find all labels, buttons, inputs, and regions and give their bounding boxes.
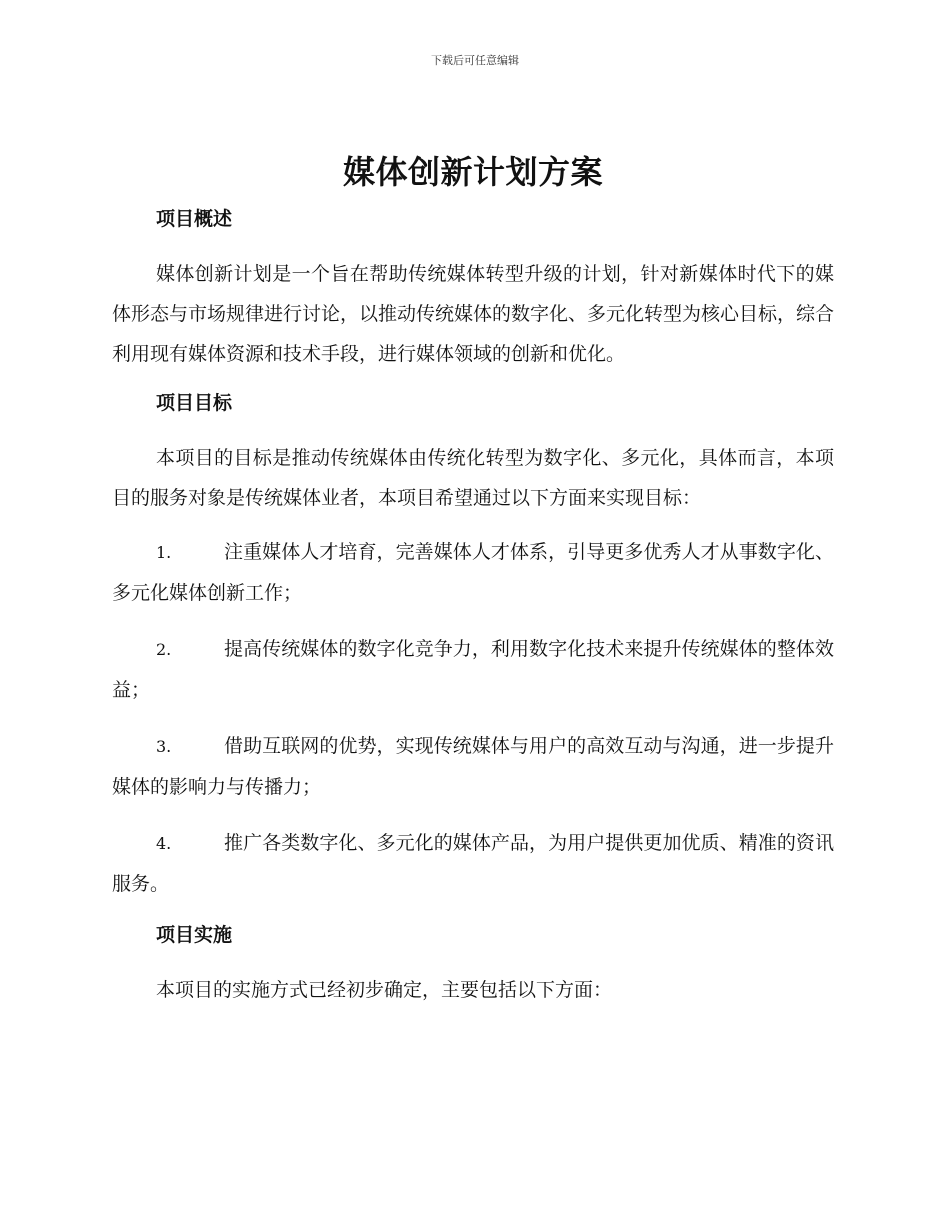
- list-item: [112, 823, 834, 904]
- section-heading: 项目目标: [156, 392, 233, 414]
- header-note: 下载后可任意编辑: [431, 54, 519, 67]
- section-heading: 项目概述: [156, 208, 233, 230]
- list-text: 注重媒体人才培育，完善媒体人才体系，引导更多优秀人才从事数字化、多元化媒体创新工作；: [112, 541, 834, 604]
- section-implementation: [112, 920, 834, 1010]
- goals-list: [112, 532, 834, 904]
- implementation-paragraph: 本项目的实施方式已经初步确定，主要包括以下方面：: [156, 979, 613, 1001]
- document-title: 媒体创新计划方案: [342, 153, 603, 191]
- list-item: [112, 532, 834, 613]
- list-number: 3.: [156, 737, 172, 756]
- list-text: 借助互联网的优势，实现传统媒体与用户的高效互动与沟通，进一步提升媒体的影响力与传播力；: [112, 735, 834, 798]
- section-overview: [112, 204, 834, 374]
- list-item: [112, 726, 834, 807]
- goals-paragraph: 本项目的目标是推动传统媒体由传统化转型为数字化、多元化，具体而言，本项目的服务对象是传统媒体业者，本项目希望通过以下方面来实现目标：: [112, 447, 834, 509]
- list-number: 2.: [156, 640, 172, 659]
- list-number: 4.: [156, 834, 172, 853]
- list-text: 推广各类数字化、多元化的媒体产品，为用户提供更加优质、精准的资讯服务。: [112, 832, 834, 895]
- overview-paragraph: 媒体创新计划是一个旨在帮助传统媒体转型升级的计划，针对新媒体时代下的媒体形态与市场规律进行讨论，以推动传统媒体的数字化、多元化转型为核心目标，综合利用现有媒体资源和技术手段，进行媒体领域的创新和优化。: [112, 263, 835, 365]
- list-item: [112, 629, 834, 710]
- section-goals: [112, 388, 834, 904]
- list-number: 1.: [156, 543, 172, 562]
- section-heading: 项目实施: [156, 924, 233, 946]
- list-text: 提高传统媒体的数字化竞争力，利用数字化技术来提升传统媒体的整体效益；: [112, 638, 834, 701]
- document-body: [112, 148, 834, 1024]
